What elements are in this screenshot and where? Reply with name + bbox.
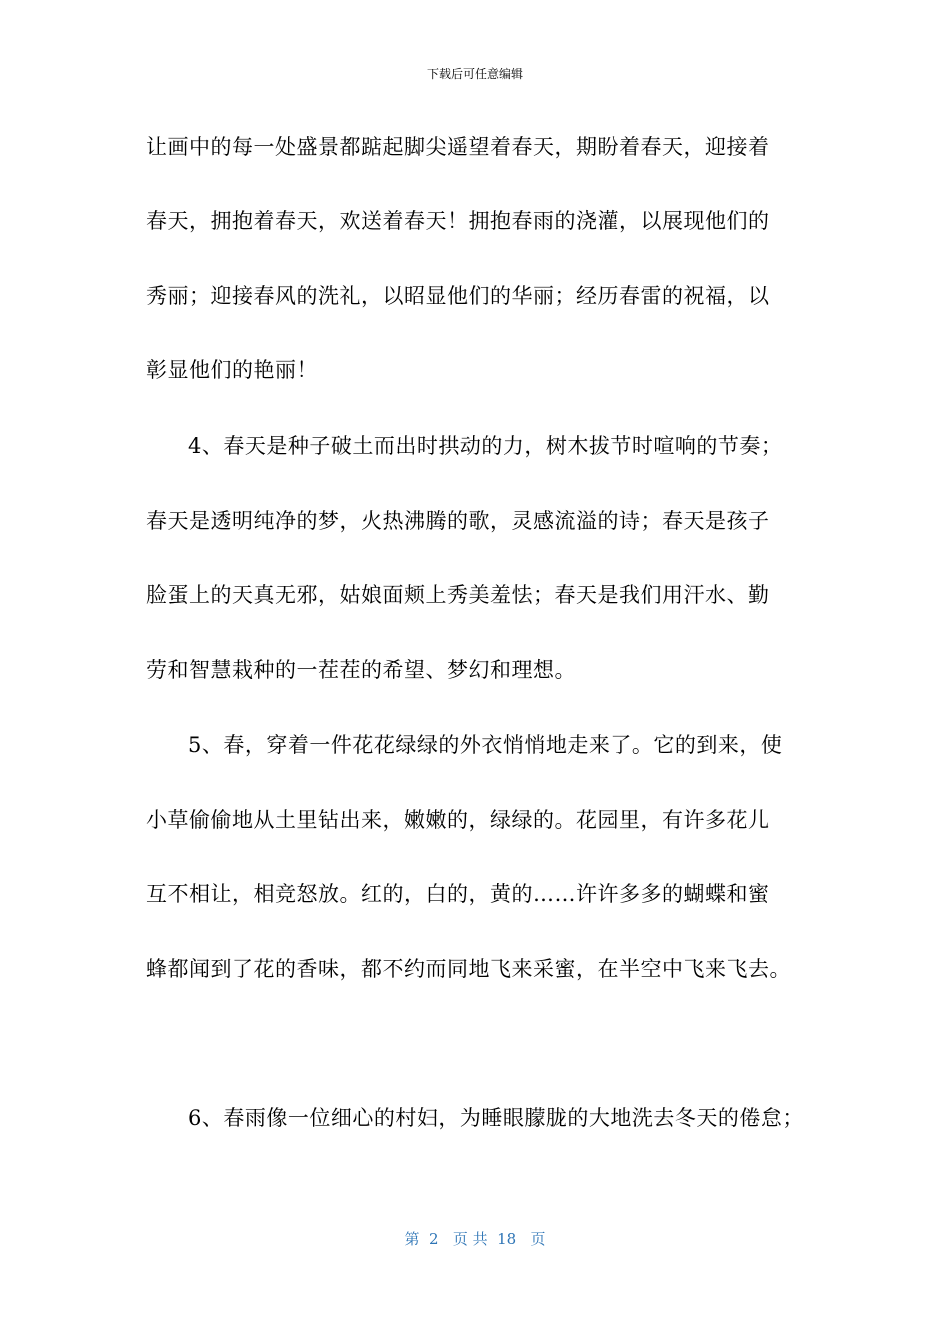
text-line: 秀丽；迎接春风的洗礼，以昭显他们的华丽；经历春雷的祝福，以: [146, 284, 770, 308]
paragraph-first-line: 4、春天是种子破土而出时拱动的力，树木拔节时喧响的节奏；: [188, 434, 783, 458]
text-line: 春天，拥抱着春天，欢送着春天！拥抱春雨的浇灌，以展现他们的: [146, 209, 770, 233]
text-line: 互不相让，相竞怒放。红的，白的，黄的……许许多多的蝴蝶和蜜: [146, 882, 770, 906]
text-line: 让画中的每一处盛景都踮起脚尖遥望着春天，期盼着春天，迎接着: [146, 135, 770, 159]
paragraph-first-line: 5、春，穿着一件花花绿绿的外衣悄悄地走来了。它的到来，使: [188, 733, 783, 757]
text-line: 脸蛋上的天真无邪，姑娘面颊上秀美羞怯；春天是我们用汗水、勤: [146, 583, 770, 607]
text-line: 小草偷偷地从土里钻出来，嫩嫩的，绿绿的。花园里，有许多花儿: [146, 808, 770, 832]
text-line: 春天是透明纯净的梦，火热沸腾的歌，灵感流溢的诗；春天是孩子: [146, 509, 770, 533]
page-header: 下载后可任意编辑: [426, 67, 523, 81]
paragraph-first-line: 6、春雨像一位细心的村妇，为睡眼朦胧的大地洗去冬天的倦怠；: [188, 1106, 804, 1130]
page-footer: 第 2 页 共 18 页: [404, 1230, 546, 1248]
text-line: 蜂都闻到了花的香味，都不约而同地飞来采蜜，在半空中飞来飞去。: [146, 957, 791, 981]
text-line: 彰显他们的艳丽！: [146, 358, 318, 382]
text-line: 劳和智慧栽种的一茬茬的希望、梦幻和理想。: [146, 658, 576, 682]
